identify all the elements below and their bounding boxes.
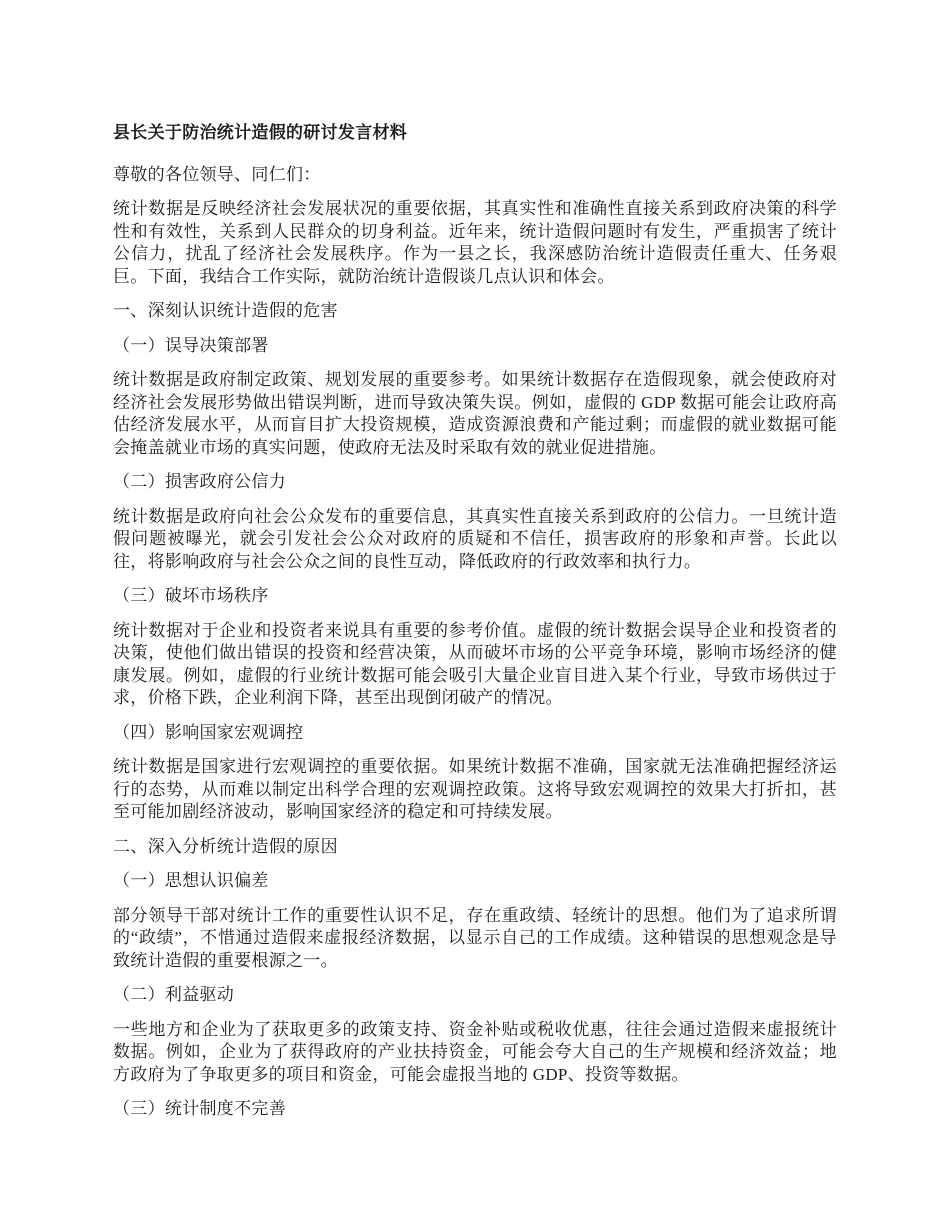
subsection-heading-1-1: （一）误导决策部署 (113, 335, 269, 355)
document-title: 县长关于防治统计造假的研讨发言材料 (113, 123, 408, 142)
subsection-heading-2-2: （二）利益驱动 (113, 985, 235, 1004)
section-heading-2: 二、深入分析统计造假的原因 (113, 836, 338, 856)
subsection-heading-1-3: （三）破坏市场秩序 (113, 586, 269, 605)
subsection-heading-2-1: （一）思想认识偏差 (113, 871, 269, 890)
body-paragraph-2-1: 部分领导干部对统计工作的重要性认识不足，存在重政绩、轻统计的思想。他们为了追求所谓的“政绩”，不惜通过造假来虚报经济数据，以显示自己的工作成绩。这种错误的思想观念是导致统计造假的重要根源之一。 (113, 905, 837, 970)
body-paragraph-1-4: 统计数据是国家进行宏观调控的重要依据。如果统计数据不准确，国家就无法准确把握经济运行的态势，从而难以制定出科学合理的宏观调控政策。这将导致宏观调控的效果大打折扣，甚至可能加剧经济波动，影响国家经济的稳定和可持续发展。 (113, 757, 837, 821)
body-paragraph-intro: 统计数据是反映经济社会发展状况的重要依据，其真实性和准确性直接关系到政府决策的科学性和有效性，关系到人民群众的切身利益。近年来，统计造假问题时有发生，严重损害了统计公信力，扰乱了经济社会发展秩序。作为一县之长，我深感防治统计造假责任重大、任务艰巨。下面，我结合工作实际，就防治统计造假谈几点认识和体会。 (113, 199, 837, 286)
body-paragraph-1-1: 统计数据是政府制定政策、规划发展的重要参考。如果统计数据存在造假现象，就会使政府对经济社会发展形势做出错误判断，进而导致决策失误。例如，虚假的 GDP 数据可能会让政府高估经济发展水平，从而盲目扩大投资规模，造成资源浪费和产能过剩；而虚假的就业数据可能会掩盖就业市场的真实问题，使政府无法及时采取有效的就业促进措施。 (113, 370, 837, 457)
body-paragraph-1-2: 统计数据是政府向社会公众发布的重要信息，其真实性直接关系到政府的公信力。一旦统计造假问题被曝光，就会引发社会公众对政府的质疑和不信任，损害政府的形象和声誉。长此以往，将影响政府与社会公众之间的良性互动，降低政府的行政效率和执行力。 (113, 506, 837, 571)
body-paragraph-1-3: 统计数据对于企业和投资者来说具有重要的参考价值。虚假的统计数据会误导企业和投资者的决策，使他们做出错误的投资和经营决策，从而破坏市场的公平竞争环境，影响市场经济的健康发展。例如，虚假的行业统计数据可能会吸引大量企业盲目进入某个行业，导致市场供过于求，价格下跌，企业利润下降，甚至出现倒闭破产的情况。 (113, 620, 837, 707)
salutation-line: 尊敬的各位领导、同仁们： (113, 164, 321, 184)
document-body (113, 122, 837, 1121)
body-paragraph-2-2: 一些地方和企业为了获取更多的政策支持、资金补贴或税收优惠，往往会通过造假来虚报统计数据。例如，企业为了获得政府的产业扶持资金，可能会夸大自己的生产规模和经济效益；地方政府为了争取更多的项目和资金，可能会虚报当地的 GDP、投资等数据。 (113, 1019, 837, 1084)
subsection-heading-1-2: （二）损害政府公信力 (113, 472, 286, 491)
section-heading-1: 一、深刻认识统计造假的危害 (113, 301, 338, 320)
subsection-heading-1-4: （四）影响国家宏观调控 (113, 722, 304, 742)
subsection-heading-2-3: （三）统计制度不完善 (113, 1099, 286, 1118)
